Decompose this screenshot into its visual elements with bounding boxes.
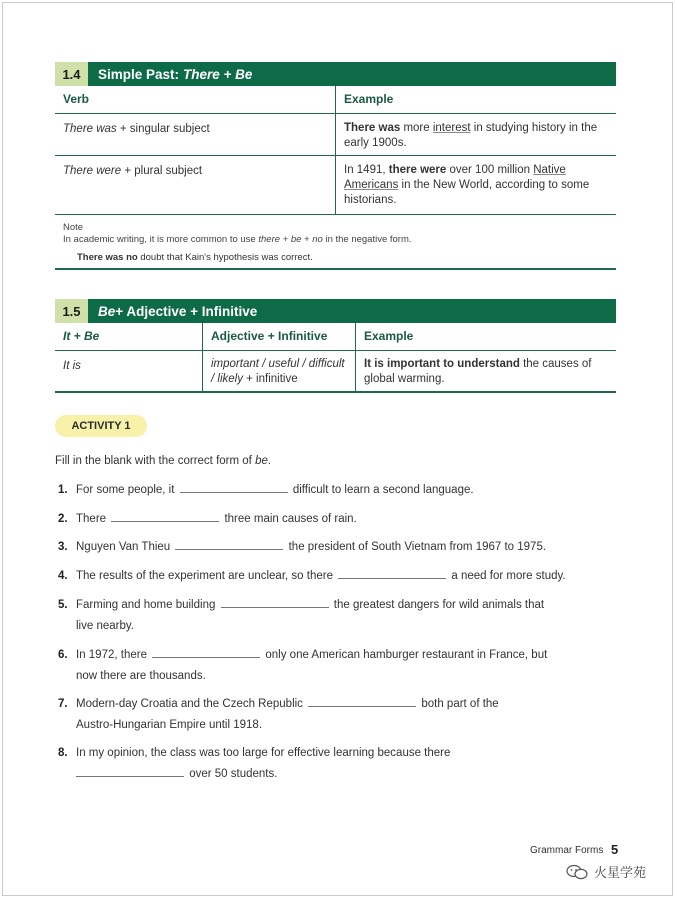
item-text-continuation: Austro-Hungarian Empire until 1918. [76,719,263,731]
item-text-before: Modern-day Croatia and the Czech Republic [76,698,303,710]
example-rest: in the New World, according to some historians. [344,179,590,206]
footer-label: Grammar Forms [530,845,604,856]
example-underline: interest [432,122,471,134]
verb-italic: There were [63,165,122,177]
item-text-continuation: live nearby. [76,620,134,632]
example-cell [355,351,616,391]
table-header-bar [55,62,616,86]
list-item [58,743,450,785]
item-number: 6. [58,649,68,661]
item-number: 1. [58,484,68,496]
verb-cell [55,156,335,214]
table-row [55,156,616,215]
table-title-italic: Be [98,303,116,319]
answer-blank[interactable] [152,657,260,658]
column-header-example: Example [355,323,616,350]
answer-blank[interactable] [221,607,329,608]
list-item [58,509,357,530]
item-text-before: The results of the experiment are unclear, so there [76,570,333,582]
list-item [58,694,499,736]
note-example-bold: There was no [77,252,138,263]
list-item [58,537,546,558]
page-number: 5 [611,842,619,857]
answer-blank[interactable] [175,549,283,550]
item-text-after: both part of the [421,698,499,710]
column-header-example: Example [335,86,616,113]
column-header-adjective: Adjective + Infinitive [202,323,355,350]
item-text-after: three main causes of rain. [224,513,357,525]
item-text-after: difficult to learn a second language. [292,484,474,496]
table-title-italic: There + Be [183,66,253,82]
list-item [58,595,544,637]
column-header-verb: Verb [63,92,90,106]
example-cell [335,114,616,155]
table-title-plain: Simple Past: [98,66,180,82]
answer-blank[interactable] [308,706,416,707]
example-mid: more [400,122,433,134]
example-bold: It is important to understand [364,358,520,370]
answer-blank[interactable] [338,578,446,579]
instruction-b: . [267,455,272,467]
instruction-italic: be [255,455,268,467]
example-underline: Native Americans [344,164,566,191]
note-label: Note [63,222,84,233]
item-number: 3. [58,541,68,553]
item-number: 2. [58,513,68,525]
wechat-icon [566,864,588,880]
list-item [58,480,474,501]
item-number: 8. [58,747,68,759]
table-title [88,299,616,323]
table-title-plain: + Adjective + Infinitive [115,303,258,319]
example-cell [335,156,616,214]
example-rest: the causes of global warming. [364,358,592,385]
instruction-a: Fill in the blank with the correct form of [55,455,256,467]
table-row [55,114,616,156]
table-number: 1.5 [55,299,88,323]
list-item [58,645,547,687]
item-text-after: a need for more study. [451,570,566,582]
item-text-before: In my opinion, the class was too large for effective learning because there [76,747,451,759]
verb-rest: + plural subject [121,165,203,177]
activity-label: ACTIVITY 1 [55,415,147,437]
note-text-italic: there + be + no [258,234,323,245]
example-bold: there were [388,164,447,176]
table-header-bar [55,299,616,323]
item-text-before: There [76,513,107,525]
verb-italic: There was [63,123,117,135]
adjective-cell [202,351,355,391]
column-header-it-be: It + Be [63,329,100,343]
verb-rest: + singular subject [116,123,210,135]
answer-blank[interactable] [76,776,184,777]
adjective-rest: + infinitive [242,373,298,385]
it-be-cell: It is [63,360,81,372]
note-example-rest: doubt that Kain's hypothesis was correct. [137,252,313,263]
example-pre: In 1491, [344,164,389,176]
table-number: 1.4 [55,62,88,86]
note-text-b: in the negative form. [322,234,412,245]
watermark [566,862,646,881]
item-text-before: In 1972, there [76,649,147,661]
note-example [77,252,313,263]
note-box [55,216,616,270]
item-text-before: For some people, it [76,484,175,496]
list-item [58,566,566,587]
answer-blank[interactable] [180,492,288,493]
example-mid: over 100 million [446,164,534,176]
item-text-after: over 50 students. [189,768,278,780]
table-be-adjective-infinitive [55,299,616,393]
item-text-continuation [58,764,450,785]
item-text-after: the greatest dangers for wild animals that [333,599,545,611]
table-title [88,62,616,86]
item-text-after: the president of South Vietnam from 1967 to 1975. [288,541,547,553]
answer-blank[interactable] [111,521,219,522]
note-text [63,234,412,245]
item-number: 4. [58,570,68,582]
item-text-before: Nguyen Van Thieu [76,541,171,553]
column-header-row [55,323,616,351]
example-rest: in studying history in the early 1900s. [344,122,598,149]
verb-cell [55,114,335,155]
table-simple-past-there-be [55,62,616,215]
activity-instruction [55,455,271,467]
watermark-text: 火星学苑 [594,865,647,880]
item-text-before: Farming and home building [76,599,216,611]
adjective-italic: important / useful / difficult / likely [211,358,345,385]
item-number: 7. [58,698,68,710]
column-header-row [55,86,616,114]
item-text-continuation: now there are thousands. [76,670,206,682]
example-bold: There was [344,122,401,134]
item-number: 5. [58,599,68,611]
item-text-after: only one American hamburger restaurant in France, but [265,649,548,661]
note-text-a: In academic writing, it is more common to use [63,234,259,245]
table-row [55,351,616,391]
